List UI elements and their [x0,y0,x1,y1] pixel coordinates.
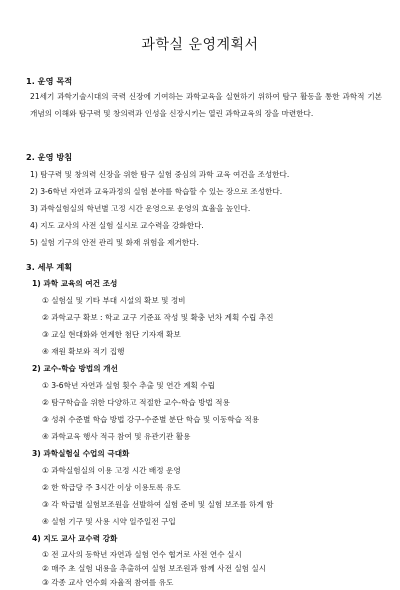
plan-item: ④ 과학교육 행사 적극 참여 및 유관기관 활용 [42,432,191,441]
plan-group-title: 4) 지도 교사 교수력 강화 [32,534,118,543]
policy-item: 5) 실험 기구의 안전 관리 및 화재 위험을 제거한다. [30,238,199,247]
section-1-heading: 1. 운영 목적 [26,76,73,86]
plan-item: ② 탐구학습을 위한 다양하고 적절한 교수-학습 방법 적용 [42,398,230,407]
plan-item: ④ 재원 확보와 적기 집행 [42,347,125,356]
plan-item: ② 한 학급당 주 3시간 이상 이용토록 유도 [42,483,181,492]
plan-item: ③ 교실 현대화와 연계한 첨단 기자재 확보 [42,330,181,339]
plan-group-title: 3) 과학실험실 수업의 극대화 [32,449,130,458]
policy-item: 1) 탐구력 및 창의력 신장을 위한 탐구 실험 중심의 과학 교육 여건을 조성한다. [30,170,290,179]
plan-item: ② 과학교구 확보 : 학교 교구 기준표 작성 및 확충 년차 계획 수립 추진 [42,313,274,322]
section-3-heading: 3. 세부 계획 [26,262,73,272]
plan-item: ③ 각 학급별 실험보조원을 선발하여 실험 준비 및 실험 보조를 하게 함 [42,500,274,509]
policy-item: 2) 3-6학년 자연과 교육과정의 실험 분야를 학습할 수 있는 장으로 조성한다. [30,187,283,196]
document-title: 과학실 운영계획서 [141,37,259,53]
plan-group-title: 2) 교수-학습 방법의 개선 [32,364,118,373]
plan-item: ② 매주 초 실험 내용을 추출하여 실험 보조원과 함께 사전 실험 실시 [42,564,267,573]
section-2-heading: 2. 운영 방침 [26,152,73,162]
plan-item: ① 실험실 및 기타 부대 시설의 확보 및 정비 [42,296,186,305]
policy-item: 3) 과학실험실의 학년별 고정 시간 운영으로 운영의 효율을 높인다. [30,204,251,213]
plan-group-title: 1) 과학 교육의 여건 조성 [32,279,118,288]
plan-item: ① 3-6학년 자연과 실험 횟수 추출 및 연간 계획 수립 [42,381,215,390]
policy-item: 4) 지도 교사의 사전 실험 실시로 교수력을 강화한다. [30,221,204,230]
plan-item: ① 과학실험실의 이용 고정 시간 배정 운영 [42,466,181,475]
plan-item: ① 전 교사의 동학년 자연과 실험 연수 협거로 사전 연수 실시 [42,550,242,559]
section-1-body: 21세기 과학기술시대의 국력 신장에 기여하는 과학교육을 실현하기 위하여 탐구 활동을 통한 과학적 기본 개념의 이해와 탐구력 및 창의력과 인성을 신장시키는 열린 과학교육의 장을 마련한다. [30,92,382,118]
plan-item: ③ 성취 수준별 학습 방법 강구-수준별 분단 학습 및 이동학습 적용 [42,415,260,424]
plan-item: ④ 실험 기구 및 사용 시약 일주일전 구입 [42,517,176,526]
plan-item: ③ 각종 교사 연수회 자율적 참여를 유도 [42,578,174,587]
